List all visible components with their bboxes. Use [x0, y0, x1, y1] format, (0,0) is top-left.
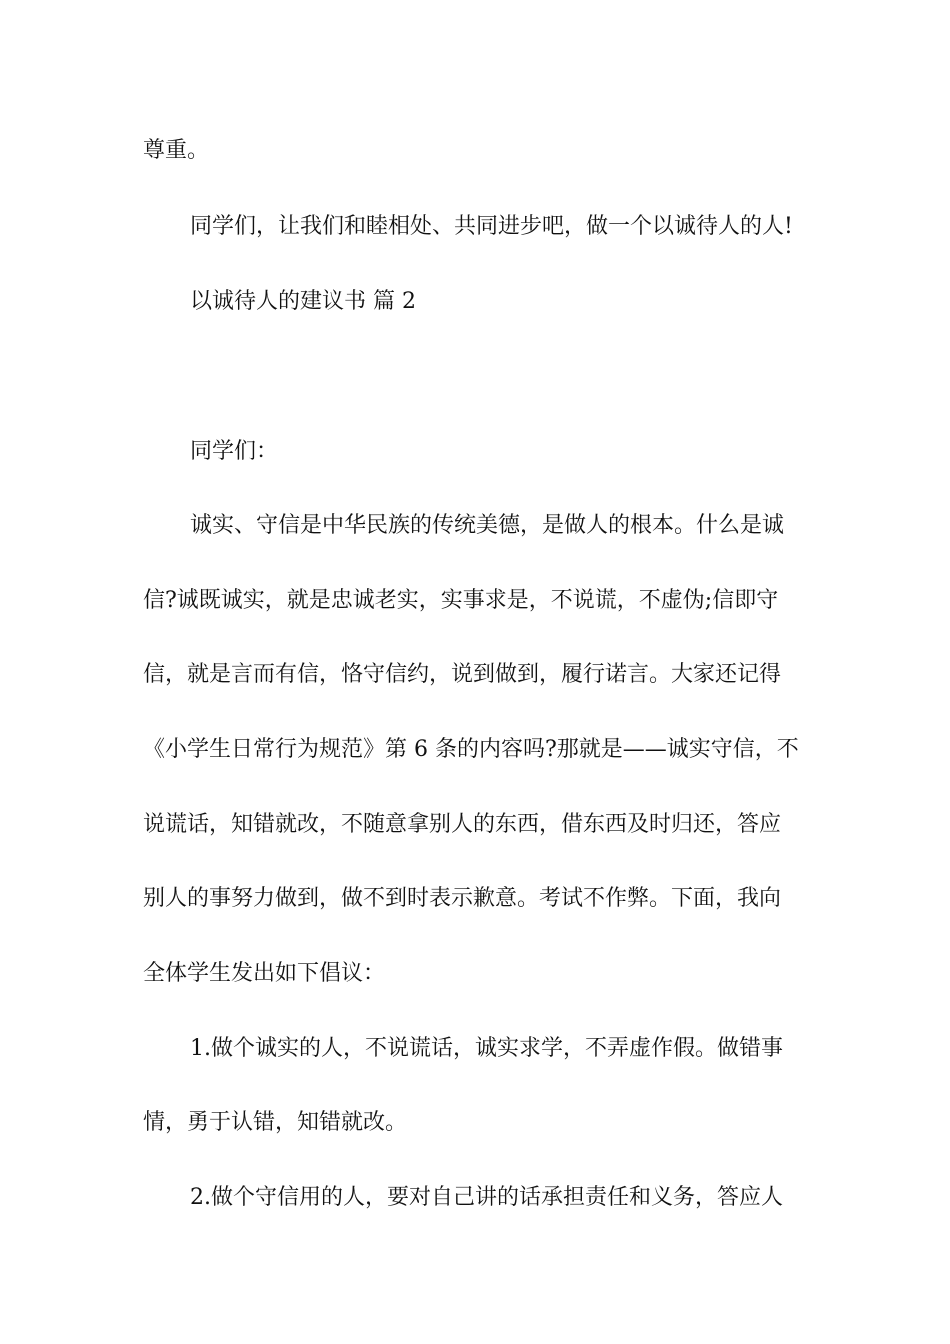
- section-heading: 以诚待人的建议书 篇 2: [190, 289, 416, 314]
- paragraph-line: 信?诚既诚实，就是忠诚老实，实事求是，不说谎，不虚伪;信即守: [143, 588, 779, 613]
- list-item: 1.做个诚实的人，不说谎话，诚实求学，不弄虚作假。做错事: [190, 1036, 783, 1061]
- list-item-continuation: 情，勇于认错，知错就改。: [143, 1110, 408, 1135]
- paragraph-line: 全体学生发出如下倡议：: [143, 961, 386, 986]
- paragraph-line: 诚实、守信是中华民族的传统美德，是做人的根本。什么是诚: [190, 513, 785, 538]
- salutation: 同学们：: [190, 439, 279, 464]
- paragraph-line: 同学们，让我们和睦相处、共同进步吧，做一个以诚待人的人!: [190, 214, 793, 239]
- paragraph-line: 说谎话，知错就改，不随意拿别人的东西，借东西及时归还，答应: [143, 812, 782, 837]
- paragraph-line: 信，就是言而有信，恪守信约，说到做到，履行诺言。大家还记得: [143, 662, 782, 687]
- paragraph-line: 《小学生日常行为规范》第 6 条的内容吗?那就是——诚实守信，不: [143, 737, 799, 762]
- list-item: 2.做个守信用的人，要对自己讲的话承担责任和义务，答应人: [190, 1185, 783, 1210]
- paragraph-line: 尊重。: [143, 138, 210, 163]
- paragraph-line: 别人的事努力做到，做不到时表示歉意。考试不作弊。下面，我向: [143, 886, 782, 911]
